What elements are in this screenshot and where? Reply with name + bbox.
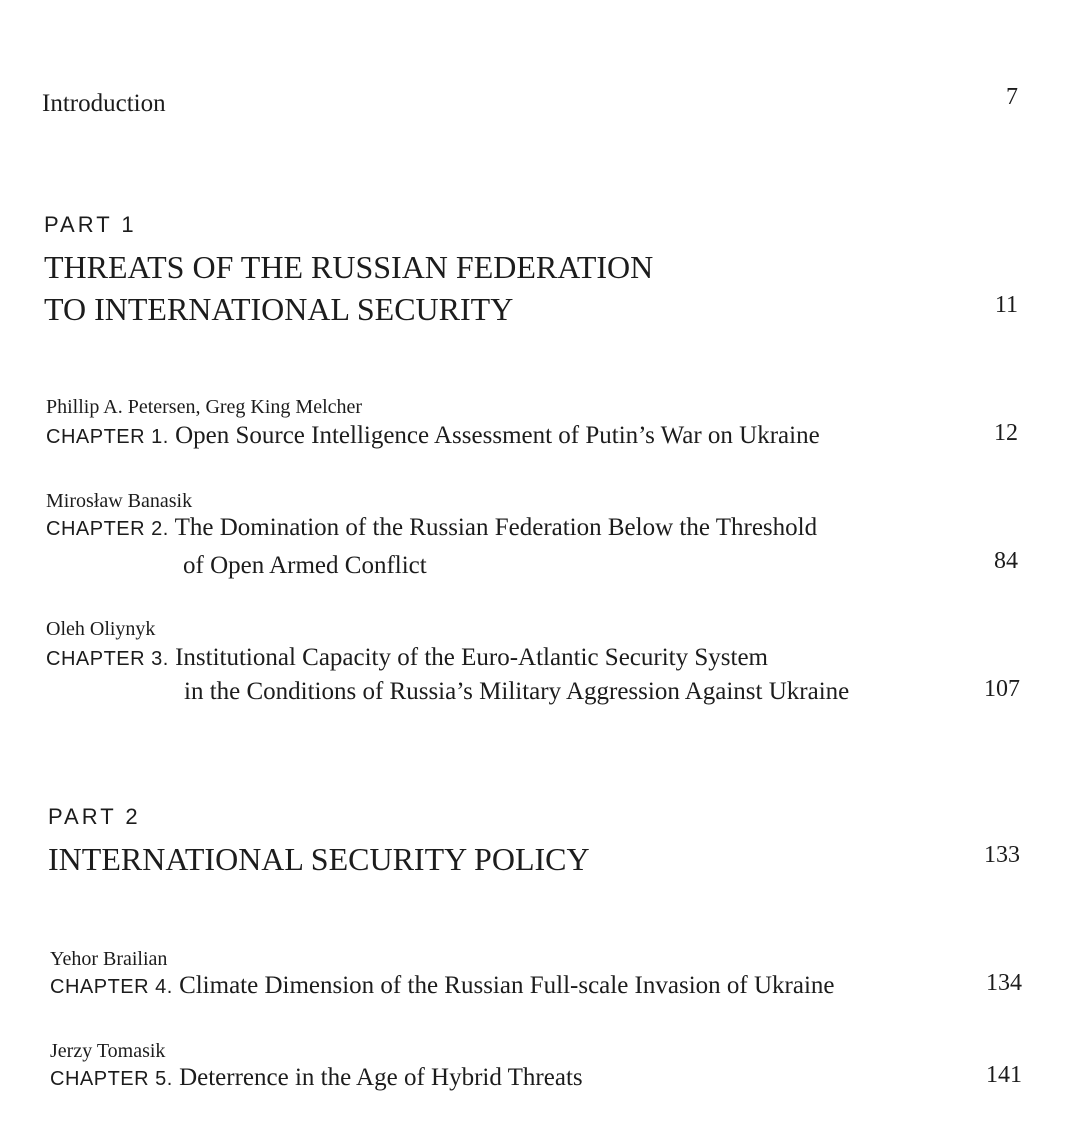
chapter-4-authors: Yehor Brailian [50,948,168,970]
part-2-label: PART 2 [48,804,141,829]
chapter-3-title-line-2: in the Conditions of Russia’s Military Aggression Against Ukraine [184,678,850,705]
chapter-1-title: Open Source Intelligence Assessment of Putin’s War on Ukraine [175,422,820,449]
chapter-4-title-line [50,972,835,1000]
chapter-4-title: Climate Dimension of the Russian Full-scale Invasion of Ukraine [179,972,835,999]
chapter-5-page-number: 141 [986,1062,1022,1088]
introduction-title: Introduction [42,90,166,117]
introduction-page-number: 7 [1006,84,1018,110]
chapter-4-prefix: CHAPTER 4. [50,976,173,998]
part-1-title-line-1: THREATS OF THE RUSSIAN FEDERATION [44,249,654,285]
chapter-5-prefix: CHAPTER 5. [50,1068,173,1090]
chapter-2-page-number: 84 [994,548,1018,574]
part-1-title-line-2: TO INTERNATIONAL SECURITY [44,291,514,327]
chapter-3-page-number: 107 [984,676,1020,702]
chapter-1-authors: Phillip A. Petersen, Greg King Melcher [46,396,363,418]
chapter-4-page-number: 134 [986,970,1022,996]
chapter-3-authors: Oleh Oliynyk [46,618,156,640]
chapter-1-page-number: 12 [994,420,1018,446]
part-1-page-number: 11 [994,292,1018,318]
chapter-2-title-line-2: of Open Armed Conflict [183,552,427,579]
chapter-5-title-line [50,1064,583,1092]
chapter-2-prefix: CHAPTER 2. [46,518,169,540]
part-1-label: PART 1 [44,212,137,237]
chapter-1-prefix: CHAPTER 1. [46,426,169,448]
part-2-title: INTERNATIONAL SECURITY POLICY [48,841,590,877]
chapter-5-title: Deterrence in the Age of Hybrid Threats [179,1064,583,1091]
chapter-2-authors: Mirosław Banasik [46,490,193,512]
chapter-3-title-line [46,644,768,672]
chapter-2-title-line-1: The Domination of the Russian Federation Below the Threshold [174,514,818,541]
part-2-page-number: 133 [984,842,1020,868]
chapter-3-prefix: CHAPTER 3. [46,648,169,670]
chapter-5-authors: Jerzy Tomasik [50,1040,166,1062]
chapter-2-title-line [46,514,817,542]
chapter-3-title-line-1: Institutional Capacity of the Euro-Atlantic Security System [175,644,768,671]
chapter-1-title-line [46,422,820,450]
